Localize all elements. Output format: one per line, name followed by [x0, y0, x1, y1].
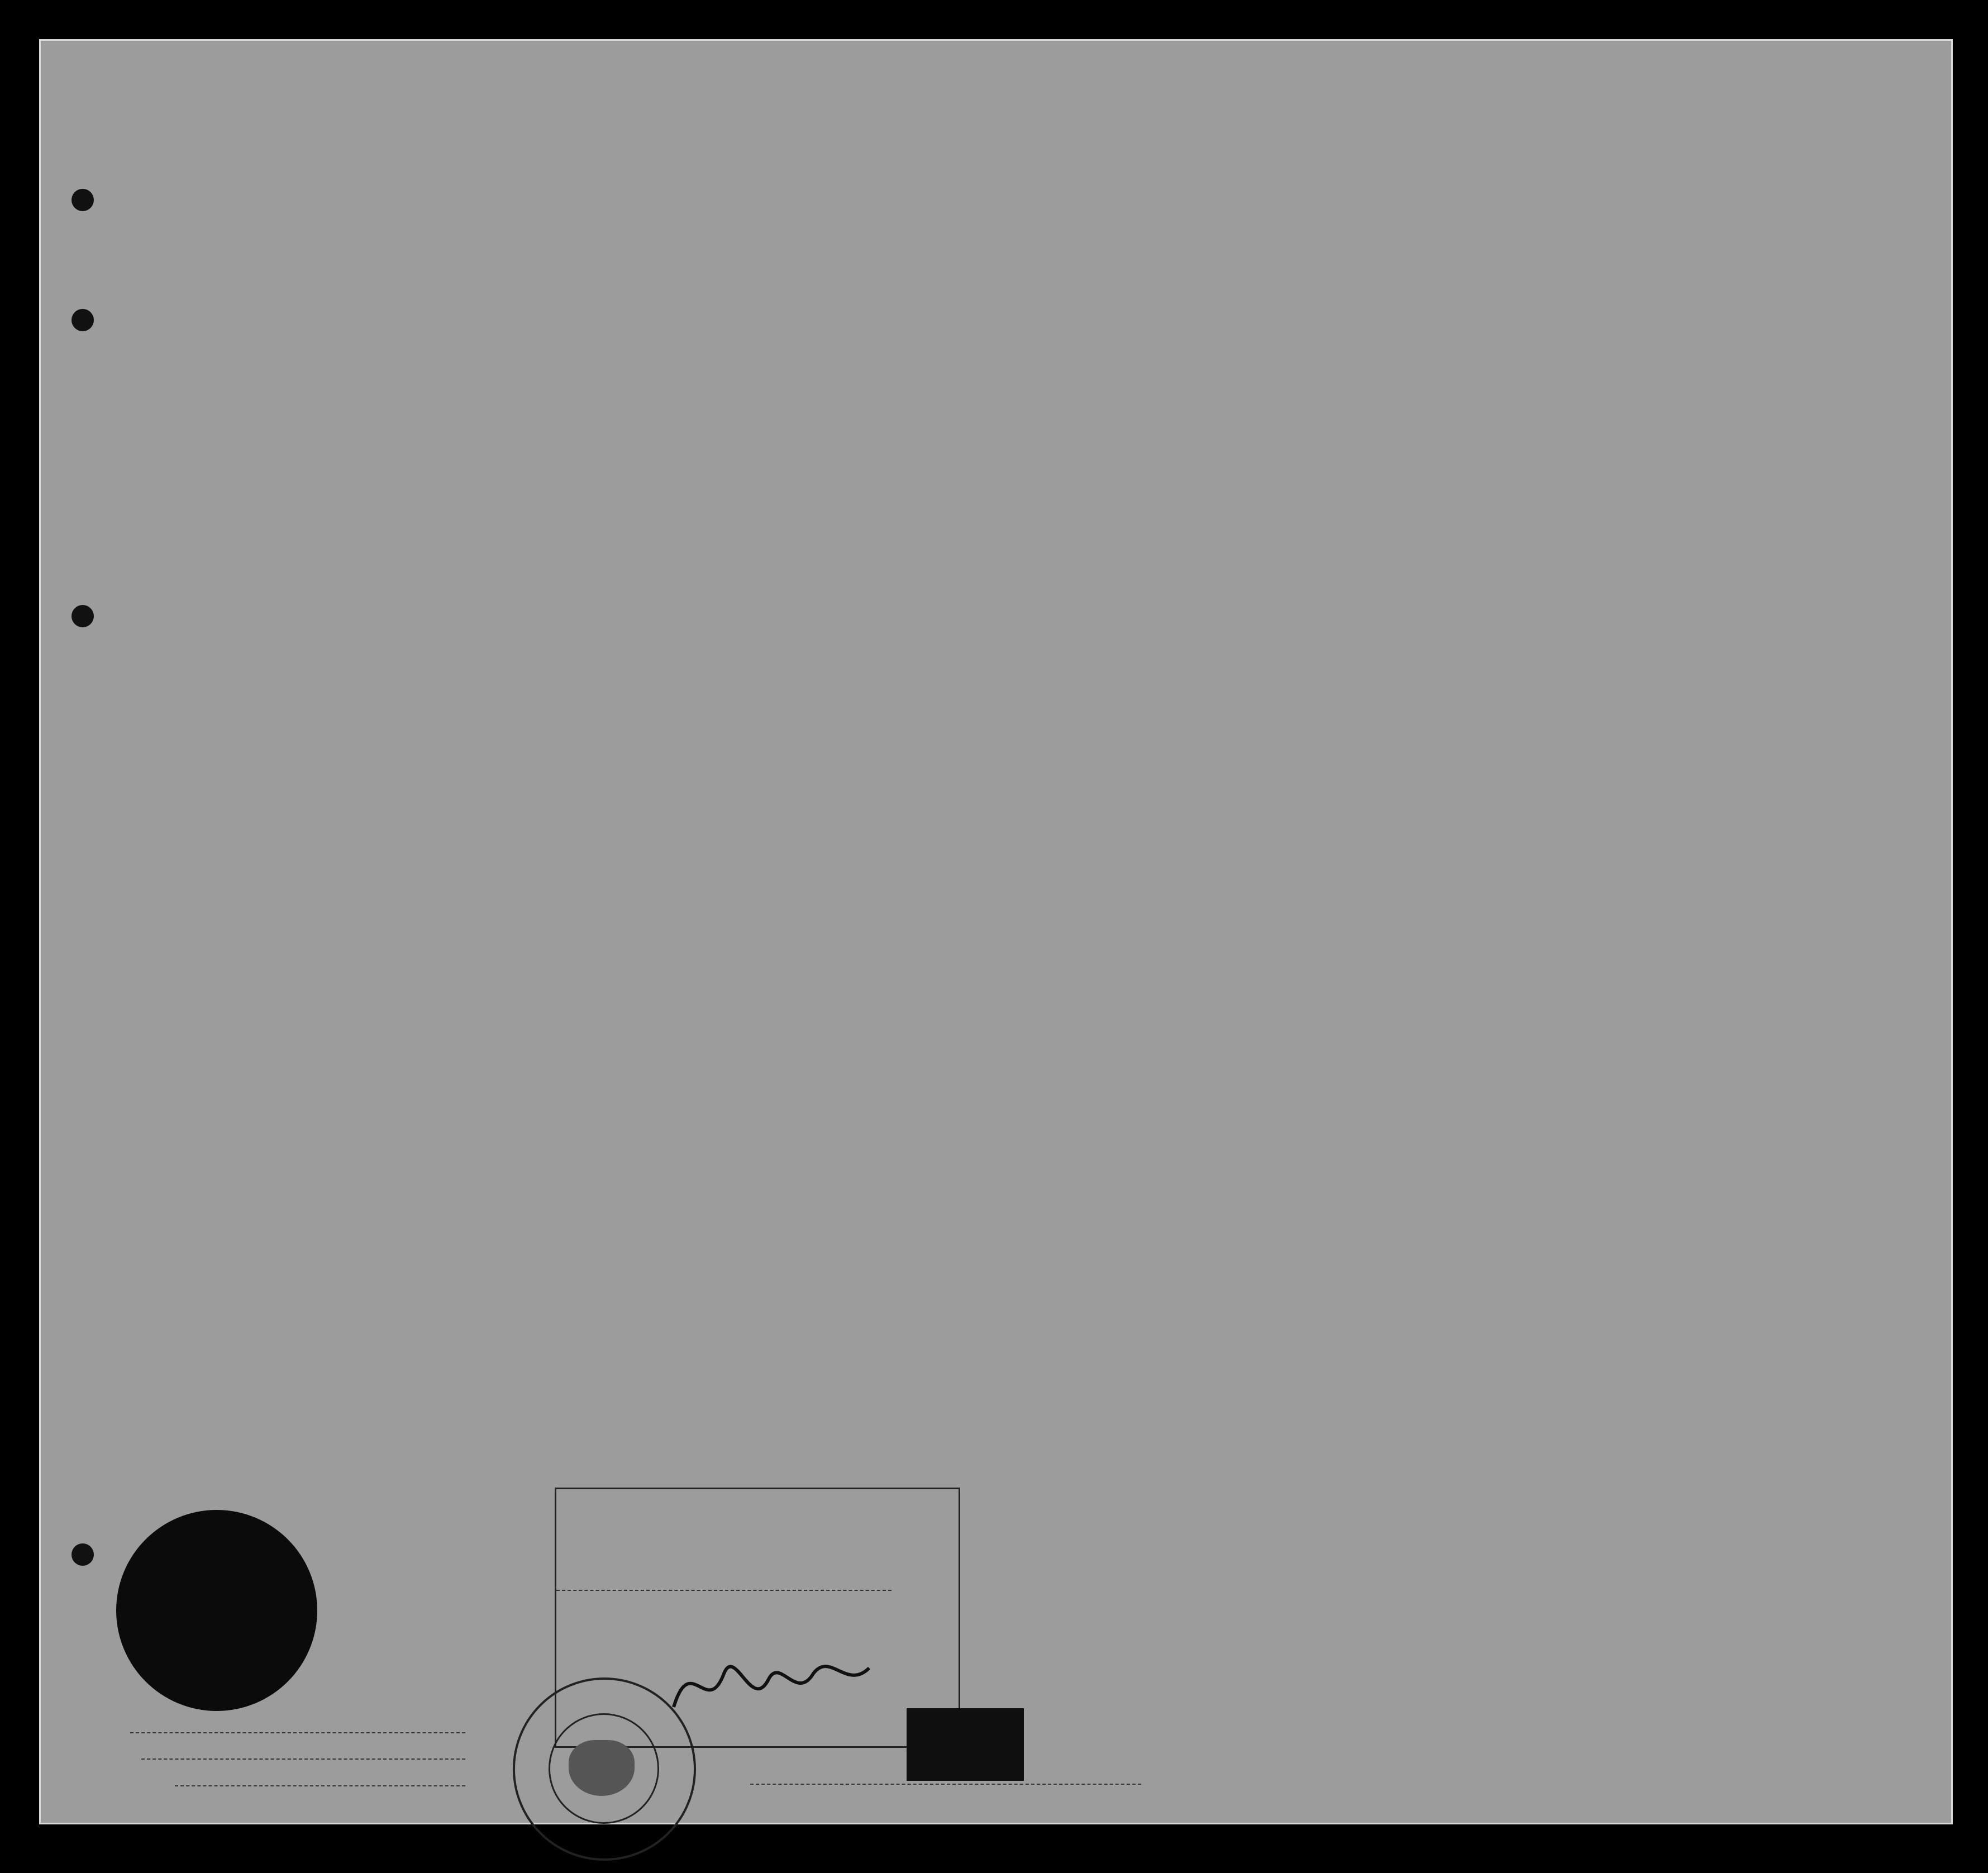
- fee-stamp: [907, 1708, 1024, 1781]
- manifest-sheet: [39, 39, 1953, 1824]
- wax-seal-icon: [116, 1510, 317, 1711]
- check-marks: [41, 41, 1951, 1823]
- eagle-emblem-icon: [569, 1740, 635, 1796]
- consul-signature: [668, 1640, 880, 1724]
- punch-hole-icon: [71, 1543, 94, 1566]
- punch-hole-icon: [71, 309, 94, 331]
- punch-hole-icon: [71, 605, 94, 627]
- punch-hole-icon: [71, 189, 94, 211]
- consulate-seal: [513, 1677, 696, 1861]
